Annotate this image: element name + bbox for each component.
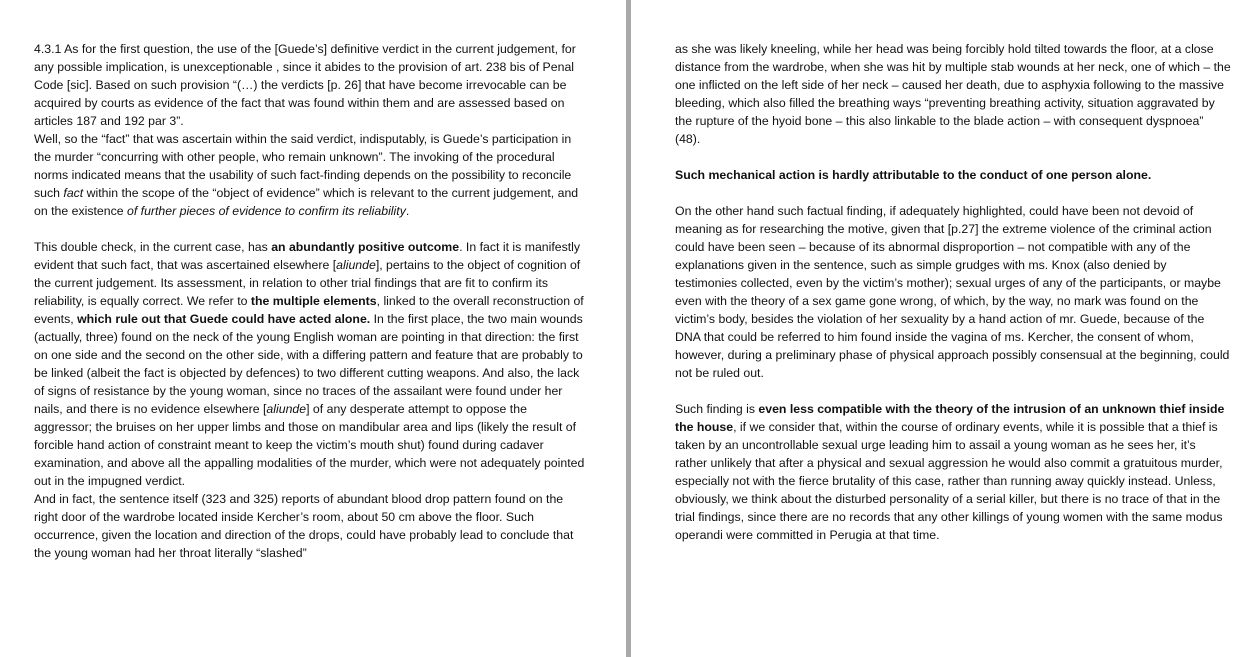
italic-text-run: fact	[63, 186, 84, 200]
italic-text-run: of further pieces of evidence to confirm its reliability	[126, 204, 406, 218]
text-run: In the first place, the two main wounds (actually, three) found on the neck of the young English woman are pointing in that direction: the first on one side and the second on the other side, with a differing pattern and feature that are probably to be linked (albeit the fact is objected by defences) to two different cutting weapons. And also, the lack of signs of resistance by the young woman, since no traces of the assailant were found under her nails, and there is no evidence elsewhere [	[34, 312, 583, 416]
paragraph	[675, 40, 1231, 148]
text-run: Well, so the “fact” that was ascertain within the said verdict, indisputably, is Guede’s participation in the murder “concurring with other people, who remain unknown”. The invoking of the procedural norms indicated means that the usability of such fact-finding depends on the possibility to reconcile such	[34, 132, 572, 200]
paragraph	[675, 202, 1231, 382]
italic-text-run: aliunde	[336, 258, 376, 272]
paragraph	[34, 130, 586, 220]
paragraph	[34, 40, 586, 130]
text-run: ] of any desperate attempt to oppose the aggressor; the bruises on her upper limbs and those on mandibular area and lips (likely the result of forcible hand action of constraint meant to keep the victim’s mouth shut) found during cadaver examination, and above all the appalling modalities of the murder, which were not adequately pointed out in the impugned verdict.	[34, 402, 585, 488]
paragraph-gap	[34, 220, 586, 238]
text-run: . In fact it is manifestly evident that such fact, that was ascertained elsewhere [	[34, 240, 581, 272]
text-run: , if we consider that, within the course of ordinary events, while it is possible that a thief is taken by an uncontrollable sexual urge leading him to assail a young woman as he sees her, it’s rather unlikely that after a physical and sexual aggression he would also commit a gratuitous murder, especially not with the fierce brutality of this case, rather than running away quickly instead. Unless, obviously, we think about the disturbed personality of a serial killer, but there is no trace of that in the trial findings, since there are no records that any other killings of young women with the same modus operandi were committed in Perugia at that time.	[675, 420, 1223, 542]
text-run: as she was likely kneeling, while her head was being forcibly hold tilted towards the floor, at a close distance from the wardrobe, when she was hit by multiple stab wounds at her neck, one of which – the one inflicted on the left side of her neck – caused her death, due to asphyxia following to the massive bleeding, which also filled the breathing ways “preventing breathing activity, situation aggravated by the rupture of the hyoid bone – this also linkable to the blade action – with consequent dyspnoea” (48).	[675, 42, 1231, 146]
text-run: And in fact, the sentence itself (323 and 325) reports of abundant blood drop pattern found on the right door of the wardrobe located inside Kercher’s room, about 50 cm above the floor. Such occurrence, given the location and direction of the drops, could have probably lead to conclude that the young woman had her throat literally “slashed”	[34, 492, 574, 560]
left-page-text	[34, 40, 586, 562]
paragraph	[675, 166, 1231, 184]
bold-text-run: Such mechanical action is hardly attributable to the conduct of one person alone.	[675, 168, 1152, 182]
bold-text-run: even less compatible with the theory of the intrusion of an unknown thief inside the house	[675, 402, 1225, 434]
right-page	[631, 0, 1255, 657]
text-run: This double check, in the current case, has	[34, 240, 272, 254]
bold-text-run: the multiple elements	[250, 294, 377, 308]
text-run: Such finding is	[675, 402, 759, 416]
italic-text-run: aliunde	[266, 402, 307, 416]
text-run: , linked to the overall reconstruction of events,	[34, 294, 584, 326]
bold-text-run: an abundantly positive outcome	[271, 240, 460, 254]
text-run: .	[405, 204, 410, 218]
bold-text-run: which rule out that Guede could have acted alone.	[77, 312, 371, 326]
left-page	[0, 0, 626, 657]
paragraph	[675, 400, 1231, 544]
text-run: within the scope of the “object of evidence” which is relevant to the current judgement, and on the existence	[34, 186, 579, 218]
text-run: 4.3.1 As for the first question, the use of the [Guede’s] definitive verdict in the current judgement, for any possible implication, is unexceptionable , since it abides to the provision of art. 238 bis of Penal Code [sic]. Based on such provision “(…) the verdicts [p. 26] that have become irrevocable can be acquired by courts as evidence of the fact that was found within them and are assessed based on articles 187 and 192 par 3”.	[34, 42, 576, 128]
text-run: ], pertains to the object of cognition of the current judgement. Its assessment, in relation to other trial findings that are fit to confirm its reliability, is equally correct. We refer to	[34, 258, 581, 308]
paragraph-gap	[675, 382, 1231, 400]
text-run: On the other hand such factual finding, if adequately highlighted, could have been not devoid of meaning as for researching the motive, given that [p.27] the extreme violence of the criminal action could have been seen – because of its abnormal disproportion – not compatible with any of the explanations given in the sentence, such as simple grudges with ms. Knox (also denied by testimonies collected, even by the victim’s mother); sexual urges of any of the participants, or maybe even with the theory of a sex game gone wrong, of which, by the way, no mark was found on the victim’s body, besides the violation of her sexuality by a hand action of mr. Guede, because of the DNA that could be referred to him found inside the vagina of ms. Kercher, the consent of whom, however, during a preliminary phase of physical approach possibly consensual at the beginning, could not be ruled out.	[675, 204, 1230, 380]
paragraph-gap	[675, 148, 1231, 166]
paragraph	[34, 238, 586, 490]
paragraph	[34, 490, 586, 562]
paragraph-gap	[675, 184, 1231, 202]
right-page-text	[675, 40, 1231, 544]
